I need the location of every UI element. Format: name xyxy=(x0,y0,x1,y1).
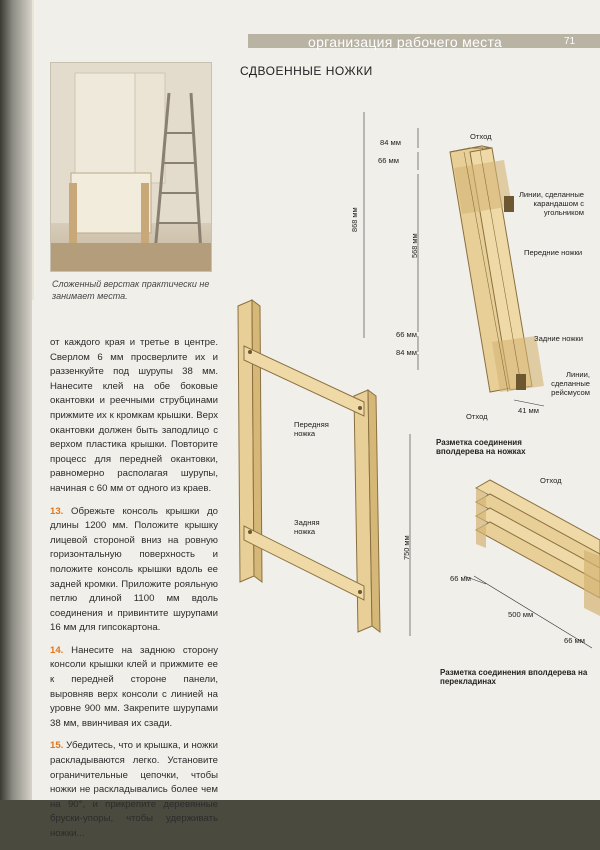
photo-caption: Сложенный верстак практически не занимает места. xyxy=(52,279,210,301)
dim-750: 750 мм xyxy=(402,535,411,560)
header-title: организация рабочего места xyxy=(308,34,503,50)
leg-frame-illustration xyxy=(238,300,380,632)
dim-66-right: 66 мм xyxy=(564,636,585,645)
step-15 xyxy=(50,739,218,841)
page-number: 71 xyxy=(564,36,576,47)
dim-500: 500 мм xyxy=(508,610,534,619)
caption-legs-joint: Разметка соединения вполдерева на ножках xyxy=(436,438,526,456)
dim-84-bottom: 84 мм xyxy=(396,348,417,357)
step-15-number: 15. xyxy=(50,740,64,752)
workbench-photo xyxy=(50,62,212,272)
label-lines-pencil: Линии, сделанные карандашом с угольником xyxy=(518,190,584,217)
legs-diagram xyxy=(224,56,600,800)
label-otkhod-bottom: Отход xyxy=(466,412,488,421)
label-front-leg: Передняя ножка xyxy=(294,420,329,438)
dim-868: 868 мм xyxy=(350,207,359,232)
body-text xyxy=(50,336,218,850)
label-otkhod-right: Отход xyxy=(540,476,562,485)
label-otkhod-top: Отход xyxy=(470,132,492,141)
workbench-photo-image xyxy=(51,63,211,271)
book-spine xyxy=(0,0,32,800)
caption-crossbars-joint: Разметка соединения вполдерева на перекладинах xyxy=(440,668,588,686)
page-header xyxy=(8,28,600,48)
book-page xyxy=(8,0,600,839)
step-14-text: Нанесите на заднюю сторону консоли крышки клей и прижмите ее к передней стороне панели, выровняв верх консоли с линией на уровне 900 мм. Закрепите шурупами 38 мм, ввинчивая их сзади. xyxy=(50,644,219,729)
step-13 xyxy=(50,505,218,636)
step-14-number: 14. xyxy=(50,644,64,656)
dim-84-top: 84 мм xyxy=(380,138,401,147)
label-rear-legs: Задние ножки xyxy=(534,334,583,343)
step-14 xyxy=(50,644,218,732)
step-13-text: Обрежьте консоль крышки до длины 1200 мм. Положите крышку лицевой стороной вниз на ровную горизонтальную поверхность и положите консоль крышки вдоль ее задней кромки. Приложите рояльную петлю длиной 1100 мм вдоль соединения и привинтите шурупами 16 мм для гипсокартона. xyxy=(50,505,218,634)
dim-66-bottom: 66 мм xyxy=(396,330,417,339)
dim-41: 41 мм xyxy=(518,406,539,415)
paired-legs-illustration xyxy=(450,146,544,392)
dim-66-top: 66 мм xyxy=(378,156,399,165)
step-13-number: 13. xyxy=(50,505,64,517)
step-15-text: Убедитесь, что и крышка, и ножки раскладываются легко. Установите ограничительные цепочки, чтобы ножки не раскладывались более чем на 90°, и прикрепите деревянные бруски-упоры, чтобы удерживать ножки... xyxy=(50,740,218,839)
label-lines-gauge: Линии, сделанные рейсмусом xyxy=(551,370,590,397)
label-front-legs: Передние ножки xyxy=(524,248,583,257)
dim-568: 568 мм xyxy=(410,233,419,258)
section-title: СДВОЕННЫЕ НОЖКИ xyxy=(240,64,373,78)
paragraph-continuation: от каждого края и третье в центре. Сверлом 6 мм просверлите их и раззенкуйте под шурупы 38 мм. Нанесите клей на обе боковые окантовки и реечными струбцинами прижмите их к кромкам крышки. Верх окантовки должен быть заподлицо с верхом пластика крышки. Повторите процесс для передней окантовки, равномерно располагая шурупы, начиная с 60 мм от одного из краев. xyxy=(50,337,218,494)
crossbars-illustration xyxy=(476,480,600,616)
label-rear-leg: Задняя ножка xyxy=(294,518,320,536)
dim-66-left: 66 мм xyxy=(450,574,471,583)
